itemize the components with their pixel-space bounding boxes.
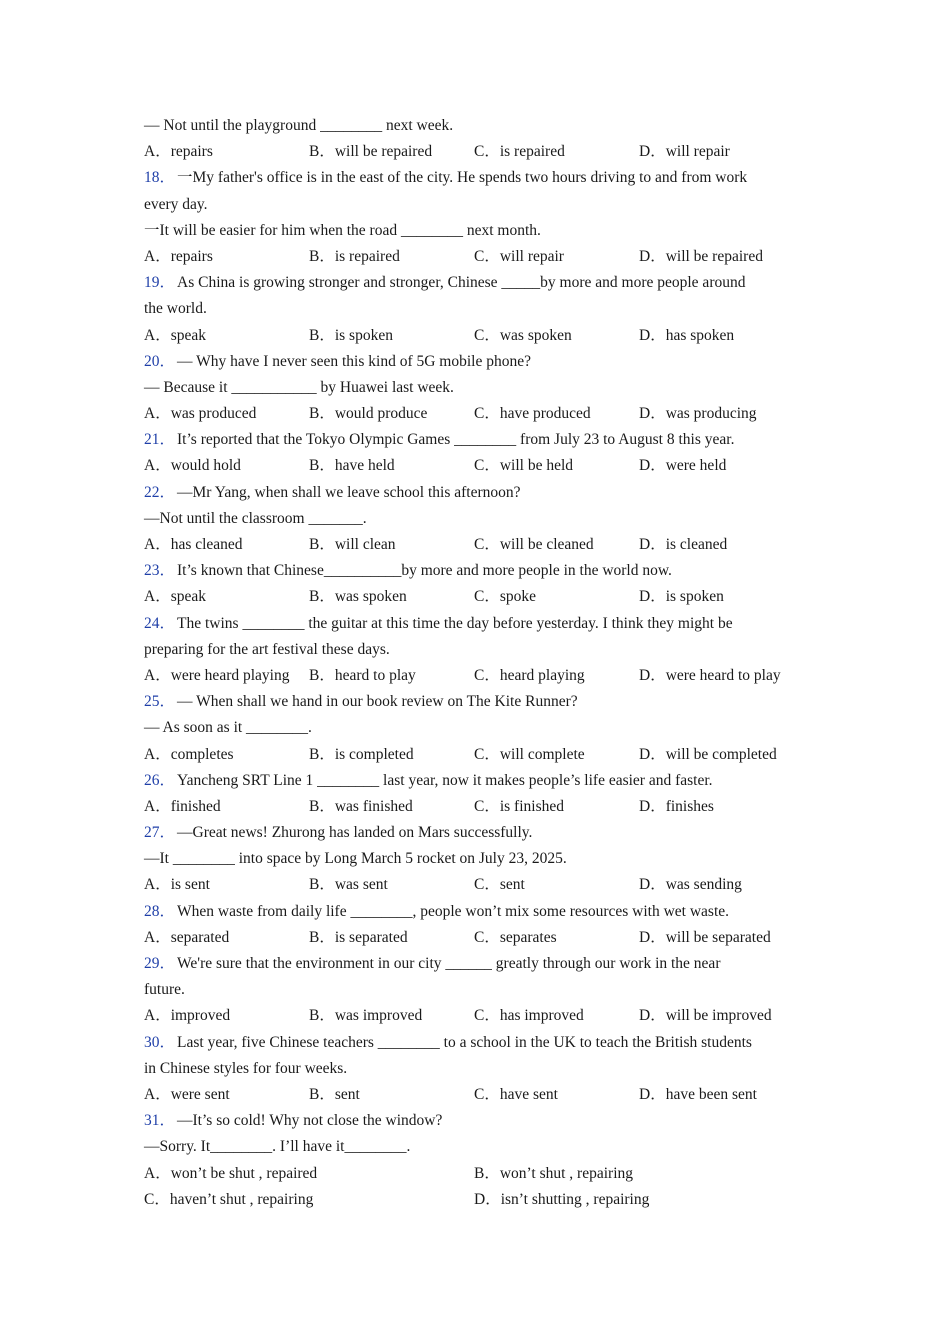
question-31-options: [144, 1161, 804, 1187]
question-21-options: [144, 453, 804, 479]
option-a: A．completes: [144, 745, 234, 763]
option-b: B．won’t shut , repairing: [474, 1164, 634, 1182]
question-number: 18．: [144, 169, 176, 187]
option-a: A．would hold: [144, 457, 241, 475]
question-number: 30．: [144, 1033, 176, 1051]
option-b: B．is repaired: [309, 247, 400, 265]
option-d: D．were heard to play: [639, 666, 781, 684]
question-18-line: every day.: [144, 195, 208, 213]
option-d: D．is cleaned: [639, 536, 728, 553]
question-22-options: [144, 532, 804, 558]
question-30-line: [144, 1030, 804, 1056]
option-d: D．will be separated: [639, 928, 771, 946]
option-c: C．will complete: [474, 745, 585, 763]
question-text: Last year, five Chinese teachers ________ to a school in the UK to teach the British students: [177, 1033, 752, 1051]
question-text: It’s reported that the Tokyo Olympic Games ________ from July 23 to August 8 this year.: [177, 431, 735, 449]
option-b: B．was finished: [309, 797, 413, 815]
option-c: C．sent: [474, 876, 525, 894]
option-b: B．is spoken: [309, 326, 393, 344]
option-d: D．will be completed: [639, 745, 777, 763]
question-26-options: [144, 794, 804, 820]
question-text: When waste from daily life ________, people won’t mix some resources with wet waste.: [177, 902, 729, 920]
option-d: D．have been sent: [639, 1085, 757, 1103]
option-d: D．will repair: [639, 143, 730, 161]
question-number: 25．: [144, 693, 176, 711]
option-c: C．have sent: [474, 1085, 558, 1103]
question-18-line: [144, 165, 804, 191]
question-text: —It’s so cold! Why not close the window?: [177, 1112, 443, 1130]
option-a: A．is sent: [144, 876, 210, 894]
question-text: The twins ________ the guitar at this time the day before yesterday. I think they might be: [177, 614, 733, 632]
option-c: C．heard playing: [474, 666, 585, 684]
question-28-line: [144, 899, 804, 925]
question-list: [144, 165, 804, 1213]
question-number: 22．: [144, 483, 176, 501]
worksheet-page: [144, 113, 804, 1213]
option-a: A．improved: [144, 1007, 231, 1025]
question-27-line: [144, 820, 804, 846]
option-c: C．haven’t shut , repairing: [144, 1190, 314, 1208]
question-31-line: [144, 1108, 804, 1134]
question-number: 27．: [144, 824, 176, 842]
question-text: — Why have I never seen this kind of 5G mobile phone?: [177, 352, 531, 370]
option-b: B．sent: [309, 1085, 360, 1103]
question-21-line: [144, 427, 804, 453]
question-24-line: [144, 611, 804, 637]
option-d: D．were held: [639, 457, 727, 475]
option-a: A．was produced: [144, 405, 257, 423]
question-text: 一My father's office is in the east of the city. He spends two hours driving to and from work: [177, 169, 748, 187]
option-b: B．was sent: [309, 876, 388, 894]
question-number: 29．: [144, 955, 176, 972]
question-25-line: [144, 689, 804, 715]
question-24-options: [144, 663, 804, 689]
option-d: D．will be improved: [639, 1007, 772, 1025]
option-d: D．has spoken: [639, 326, 735, 344]
option-d: D．isn’t shutting , repairing: [474, 1190, 650, 1208]
option-b: B．is completed: [309, 745, 414, 763]
option-c: C．have produced: [474, 405, 591, 423]
question-text: —Mr Yang, when shall we leave school this afternoon?: [177, 483, 521, 501]
question-25-line: — As soon as it ________.: [144, 719, 312, 737]
option-b: B．would produce: [309, 405, 428, 423]
option-a: A．has cleaned: [144, 536, 243, 553]
option-a: A．finished: [144, 797, 221, 815]
question-29-options: [144, 1003, 804, 1029]
question-number: 31．: [144, 1112, 176, 1130]
question-17-options: [144, 139, 804, 165]
question-number: 28．: [144, 902, 176, 920]
option-d: D．finishes: [639, 797, 714, 815]
option-a: A．repairs: [144, 247, 213, 265]
question-28-options: [144, 925, 804, 951]
question-number: 26．: [144, 771, 176, 789]
option-c: C．is repaired: [474, 143, 565, 161]
option-b: B．have held: [309, 457, 395, 475]
option-c: C．has improved: [474, 1007, 584, 1025]
option-d: D．was producing: [639, 405, 757, 423]
option-a: A．repairs: [144, 143, 213, 161]
option-b: B．was spoken: [309, 588, 407, 606]
question-18-line: 一It will be easier for him when the road ________ next month.: [144, 221, 541, 239]
option-a: A．won’t be shut , repaired: [144, 1164, 318, 1182]
question-number: 21．: [144, 431, 176, 449]
option-b: B．heard to play: [309, 666, 416, 684]
option-b: B．is separated: [309, 928, 408, 946]
option-c: C．separates: [474, 928, 557, 946]
question-text: We're sure that the environment in our city ______ greatly through our work in the near: [177, 955, 721, 972]
question-number: 24．: [144, 614, 176, 632]
option-c: C．is finished: [474, 797, 564, 815]
question-27-options: [144, 872, 804, 898]
question-29-line: future.: [144, 981, 185, 999]
question-26-line: [144, 768, 804, 794]
question-24-line: preparing for the art festival these days.: [144, 640, 390, 658]
question-text: It’s known that Chinese__________by more and more people in the world now.: [177, 562, 672, 580]
question-17-line: — Not until the playground ________ next week.: [144, 117, 454, 134]
question-text: As China is growing stronger and stronger, Chinese _____by more and more people around: [177, 274, 746, 292]
question-text: Yancheng SRT Line 1 ________ last year, now it makes people’s life easier and faster.: [177, 771, 713, 789]
question-19-options: [144, 323, 804, 349]
question-27-line: —It ________ into space by Long March 5 rocket on July 23, 2025.: [144, 850, 567, 868]
option-a: A．separated: [144, 928, 230, 946]
option-b: B．was improved: [309, 1007, 423, 1025]
option-b: B．will be repaired: [309, 143, 433, 161]
question-23-options: [144, 584, 804, 610]
question-30-options: [144, 1082, 804, 1108]
option-c: C．will be held: [474, 457, 574, 475]
option-c: C．will be cleaned: [474, 536, 594, 553]
option-a: A．were heard playing: [144, 666, 290, 684]
option-a: A．were sent: [144, 1085, 230, 1103]
question-19-line: [144, 270, 804, 296]
question-number: 19．: [144, 274, 176, 292]
question-text: — When shall we hand in our book review on The Kite Runner?: [177, 693, 578, 711]
option-d: D．is spoken: [639, 588, 724, 606]
question-23-line: [144, 558, 804, 584]
question-29-line: [144, 951, 804, 977]
question-31-options: [144, 1187, 804, 1213]
option-d: D．was sending: [639, 876, 742, 894]
option-b: B．will clean: [309, 536, 396, 553]
question-25-options: [144, 742, 804, 768]
option-c: C．was spoken: [474, 326, 572, 344]
question-18-options: [144, 244, 804, 270]
option-a: A．speak: [144, 326, 206, 344]
question-31-line: —Sorry. It________. I’ll have it________.: [144, 1138, 411, 1156]
question-19-line: the world.: [144, 300, 207, 318]
question-20-options: [144, 401, 804, 427]
question-20-line: — Because it ___________ by Huawei last week.: [144, 378, 454, 396]
option-d: D．will be repaired: [639, 247, 763, 265]
option-c: C．spoke: [474, 588, 537, 606]
question-text: —Great news! Zhurong has landed on Mars successfully.: [177, 824, 533, 842]
question-30-line: in Chinese styles for four weeks.: [144, 1059, 348, 1077]
question-22-line: [144, 480, 804, 506]
option-c: C．will repair: [474, 247, 564, 265]
question-number: 20．: [144, 352, 176, 370]
question-22-line: —Not until the classroom _______.: [144, 509, 367, 527]
question-20-line: [144, 349, 804, 375]
option-a: A．speak: [144, 588, 206, 606]
question-number: 23．: [144, 562, 176, 580]
